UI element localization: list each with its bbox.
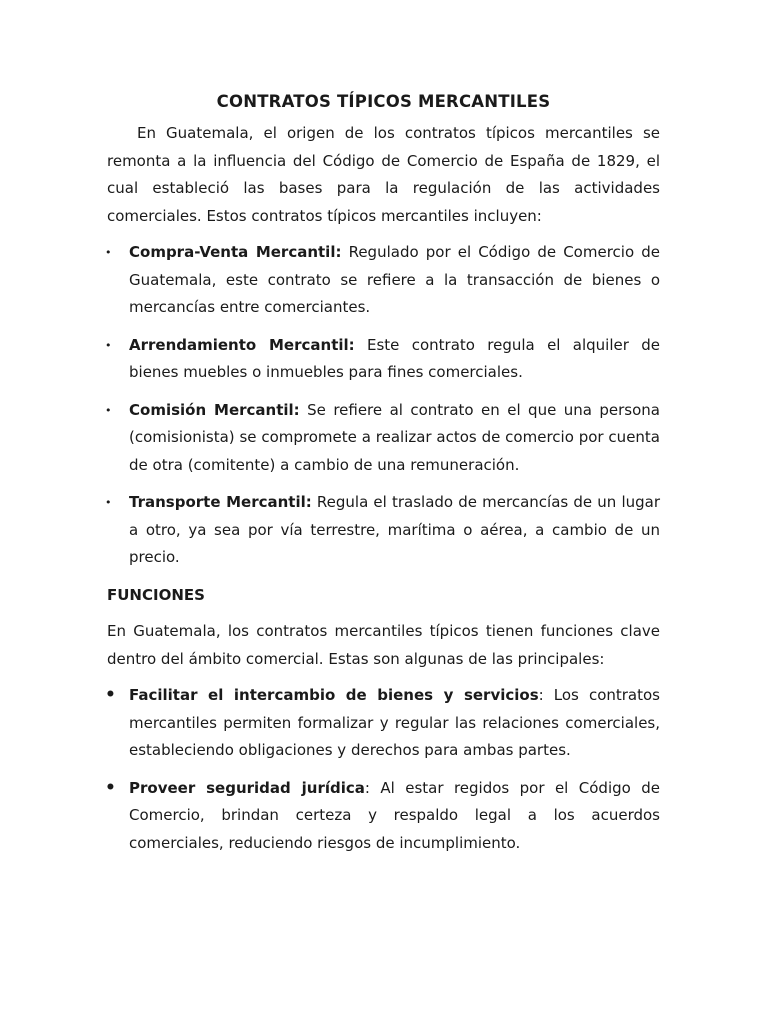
list-item-comision	[107, 397, 660, 480]
contracts-list	[107, 239, 660, 572]
functions-list	[107, 682, 660, 857]
section-heading-funciones: FUNCIONES	[107, 585, 205, 604]
intro-paragraph: En Guatemala, el origen de los contratos típicos mercantiles se remonta a la influencia del Código de Comercio de España de 1829, el cual estableció las bases para la regulación de las actividades comerciales. Estos contratos típicos mercantiles incluyen:	[107, 124, 660, 225]
list-item-term: Transporte Mercantil:	[129, 493, 312, 511]
document-title: CONTRATOS TÍPICOS MERCANTILES	[216, 92, 551, 111]
list-item-term: Proveer seguridad jurídica	[129, 778, 365, 797]
list-item-text: Regula el traslado de mercancías de un lugar a otro, ya sea por vía terrestre, marítima o aérea, a cambio de un precio.	[129, 493, 660, 566]
list-item-transporte	[107, 489, 660, 572]
list-item-term: Facilitar el intercambio de bienes y servicios	[129, 686, 539, 704]
bullet-icon: •	[105, 246, 112, 259]
list-item-term: Arrendamiento Mercantil:	[129, 335, 355, 354]
list-item-text: Se refiere al contrato en el que una persona (comisionista) se compromete a realizar actos de comercio por cuenta de otra (comitente) a cambio de una remuneración.	[129, 400, 660, 474]
list-item-facilitar	[107, 682, 660, 765]
list-item-term: Compra-Venta Mercantil:	[129, 243, 342, 261]
bullet-icon: •	[105, 496, 112, 509]
list-item-arrendamiento	[107, 332, 660, 387]
list-item-text: Este contrato regula el alquiler de bienes muebles o inmuebles para fines comerciales.	[129, 335, 660, 381]
bullet-icon: •	[105, 777, 116, 798]
document-page	[107, 90, 660, 867]
bullet-icon: •	[105, 338, 112, 352]
bullet-icon: •	[105, 403, 112, 417]
bullet-icon: •	[105, 685, 116, 705]
list-item-seguridad	[107, 775, 660, 858]
functions-intro-paragraph: En Guatemala, los contratos mercantiles típicos tienen funciones clave dentro del ámbito comercial. Estas son algunas de las principales:	[107, 622, 660, 668]
list-item-text: : Los contratos mercantiles permiten formalizar y regular las relaciones comerciales, estableciendo obligaciones y derechos para ambas partes.	[129, 686, 660, 759]
list-item-compra-venta	[107, 239, 660, 322]
list-item-term: Comisión Mercantil:	[129, 400, 300, 419]
list-item-text: Regulado por el Código de Comercio de Guatemala, este contrato se refiere a la transacción de bienes o mercancías entre comerciantes.	[129, 243, 660, 316]
list-item-text: : Al estar regidos por el Código de Comercio, brindan certeza y respaldo legal a los acuerdos comerciales, reduciendo riesgos de incumplimiento.	[129, 778, 660, 852]
